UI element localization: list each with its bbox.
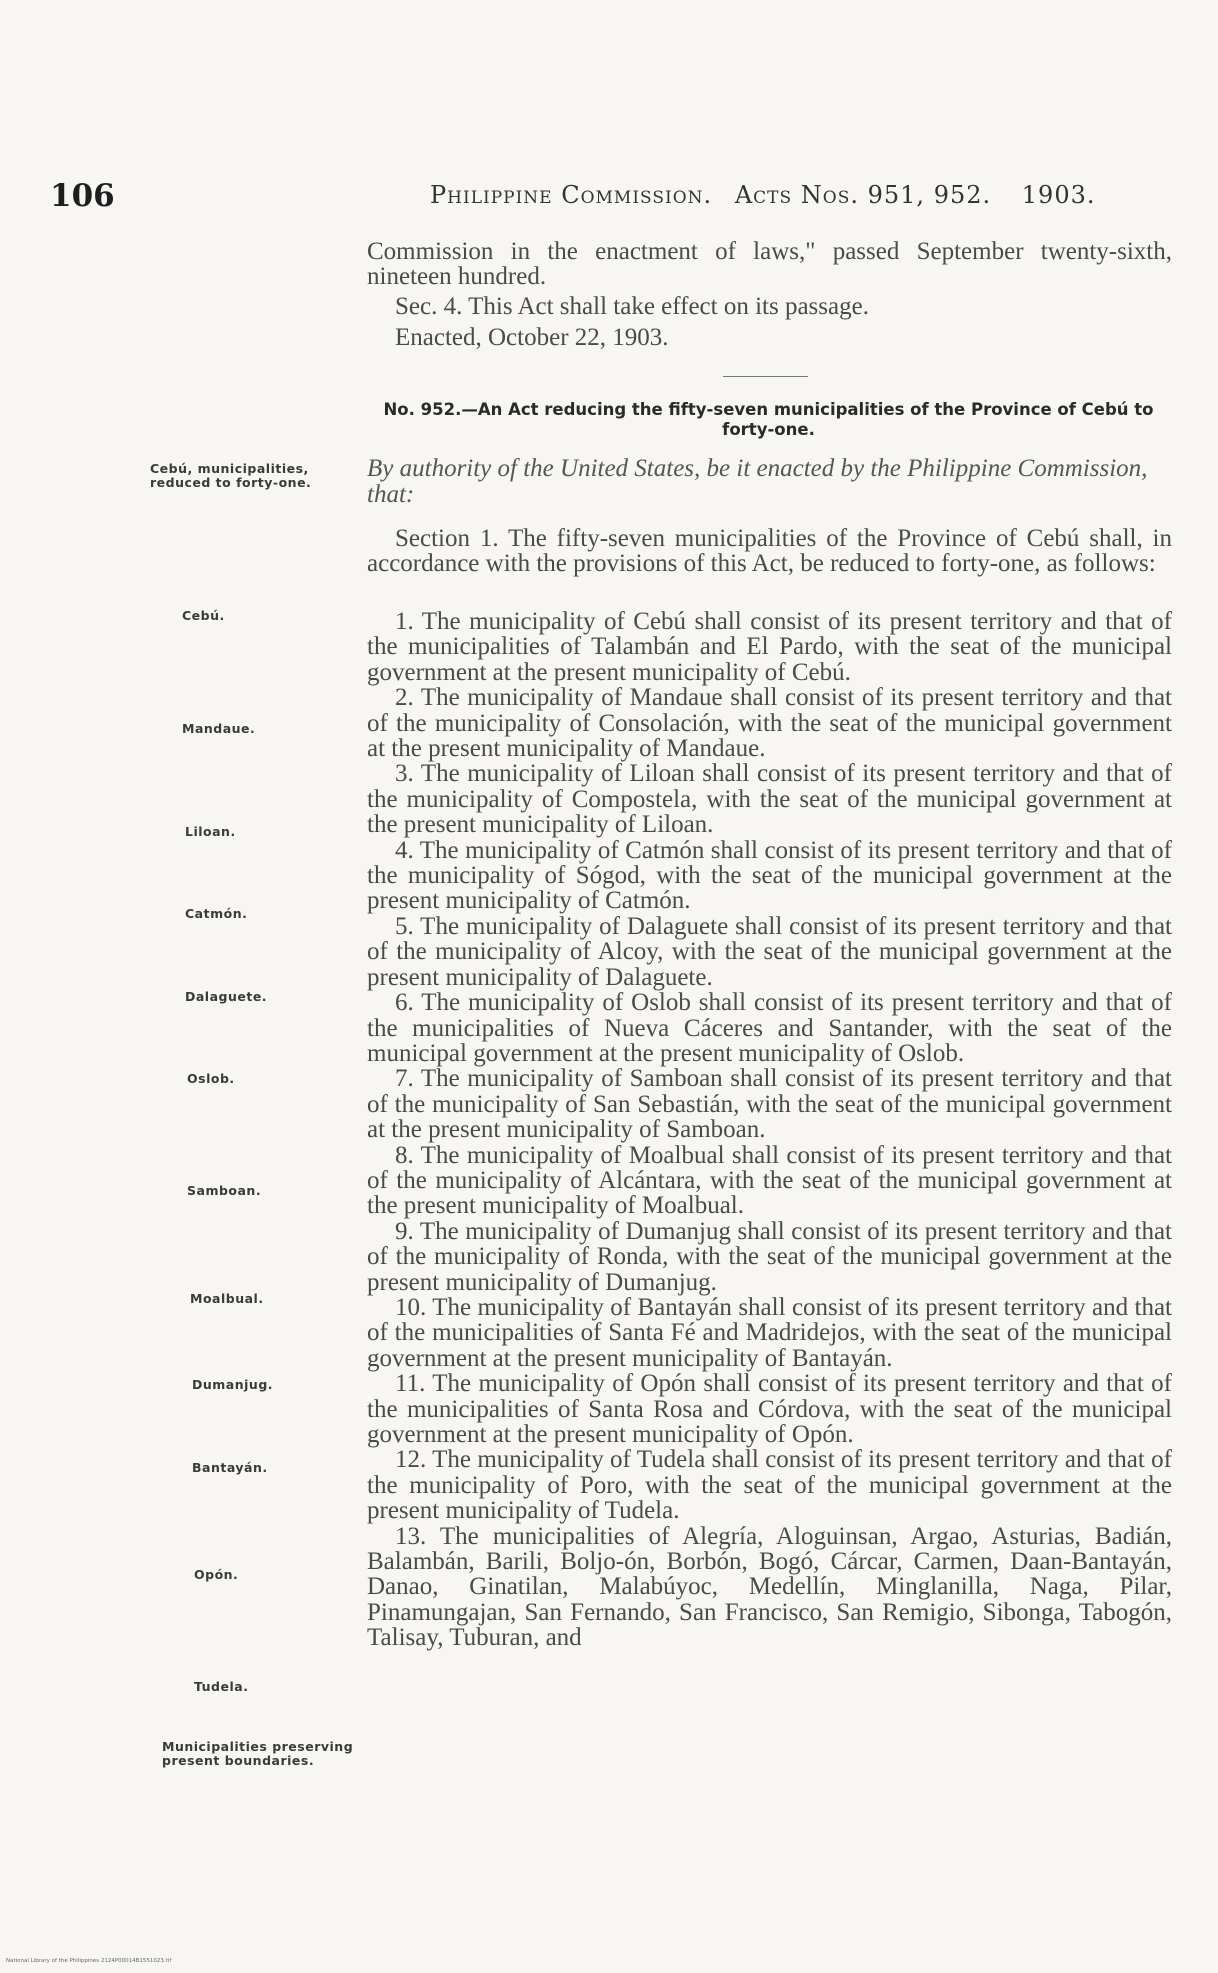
items-list <box>367 609 1172 1651</box>
running-head-acts: Acts Nos. 951, 952. <box>734 181 992 209</box>
page-number: 106 <box>50 178 115 214</box>
list-item: 8. The municipality of Moalbual shall consist of its present territory and that of the municipality of Alcántara, with the seat of the municipal government at the present municipality of Moalbual. <box>367 1141 1172 1220</box>
margin-note-preserving: Municipalities preserving present boundaries. <box>162 1739 354 1768</box>
margin-note-dumanjug: Dumanjug. <box>192 1377 274 1392</box>
margin-note-cebu: Cebú. <box>182 608 225 623</box>
list-item: 7. The municipality of Samboan shall consist of its present territory and that of the municipality of San Sebastián, with the seat of the municipal government at the present municipality of Samboan. <box>367 1065 1172 1144</box>
list-item: 6. The municipality of Oslob shall consist of its present territory and that of the municipalities of Nueva Cáceres and Santander, with the seat of the municipal government at the present municipality of Oslob. <box>367 989 1172 1067</box>
list-item: 11. The municipality of Opón shall consist of its present territory and that of the municipalities of Santa Rosa and Córdova, with the seat of the municipal government at the present municipality of Opón. <box>367 1370 1172 1448</box>
margin-note-opon: Opón. <box>194 1567 239 1582</box>
running-head <box>430 181 1096 209</box>
list-item: 12. The municipality of Tudela shall consist of its present territory and that of the municipality of Poro, with the seat of the municipal government at the present municipality of Tudela. <box>367 1446 1172 1525</box>
margin-note-catmon: Catmón. <box>185 906 248 921</box>
margin-note-tudela: Tudela. <box>194 1679 249 1694</box>
list-item: 1. The municipality of Cebú shall consist of its present territory and that of the municipalities of Talambán and El Pardo, with the seat of the municipal government at the present municipality of Cebú. <box>367 608 1172 686</box>
enacting-clause: By authority of the United States, be it enacted by the Philippine Commission, that: <box>367 455 1148 508</box>
section-1-text: Section 1. The fifty-seven municipalities of the Province of Cebú shall, in accordance with the provisions of this Act, be reduced to forty-one, as follows: <box>367 525 1172 578</box>
running-head-title: Philippine Commission. <box>430 181 713 209</box>
act-title: No. 952.—An Act reducing the fifty-seven municipalities of the Province of Cebú to forty-one. <box>383 400 1154 439</box>
list-item: 13. The municipalities of Alegría, Aloguinsan, Argao, Asturias, Badián, Balambán, Barili, Boljo-ón, Borbón, Bogó, Cárcar, Carmen, Daan-Bantayán, Danao, Ginatilan, Malabúyoc, Medellín, Minglanilla, Naga, Pilar, Pinamungajan, San Fernando, San Francisco, San Remigio, Sibonga, Tabogón, Talisay, Tuburan, and <box>367 1522 1172 1652</box>
running-head-year: 1903. <box>1021 181 1096 209</box>
list-item: 5. The municipality of Dalaguete shall consist of its present territory and that of the municipality of Alcoy, with the seat of the municipal government at the present municipality of Dalaguete. <box>367 912 1172 991</box>
section-divider <box>723 376 808 377</box>
list-item: 9. The municipality of Dumanjug shall consist of its present territory and that of the municipality of Ronda, with the seat of the municipal government at the present municipality of Dumanjug. <box>367 1217 1172 1296</box>
margin-note-samboan: Samboan. <box>187 1183 262 1198</box>
margin-note-heading: Cebú, municipalities, reduced to forty-one. <box>150 461 312 490</box>
list-item: 3. The municipality of Liloan shall consist of its present territory and that of the municipality of Compostela, with the seat of the municipal government at the present municipality of Liloan. <box>367 760 1172 839</box>
list-item: 2. The municipality of Mandaue shall consist of its present territory and that of the municipality of Consolación, with the seat of the municipal government at the present municipality of Mandaue. <box>367 684 1172 763</box>
preceding-act <box>367 239 1172 351</box>
list-item: 10. The municipality of Bantayán shall consist of its present territory and that of the municipalities of Santa Fé and Madridejos, with the seat of the municipal government at the present municipality of Bantayán. <box>367 1293 1172 1372</box>
margin-note-mandaue: Mandaue. <box>182 721 256 736</box>
list-item: 4. The municipality of Catmón shall consist of its present territory and that of the municipality of Sógod, with the seat of the municipal government at the present municipality of Catmón. <box>367 836 1172 915</box>
continuation-text: Commission in the enactment of laws," passed September twenty-sixth, nineteen hundred. <box>367 238 1172 291</box>
margin-note-moalbual: Moalbual. <box>190 1291 264 1306</box>
margin-note-oslob: Oslob. <box>187 1071 235 1086</box>
scan-footer: National Library of the Philippines 2124P00014B1551023.tif <box>6 1958 172 1964</box>
margin-note-liloan: Liloan. <box>185 824 236 839</box>
margin-note-bantayan: Bantayán. <box>192 1460 268 1475</box>
enacted-date: Enacted, October 22, 1903. <box>395 324 669 352</box>
margin-note-dalaguete: Dalaguete. <box>185 989 268 1004</box>
section-4: Sec. 4. This Act shall take effect on its passage. <box>395 292 869 320</box>
section-1 <box>367 526 1172 577</box>
